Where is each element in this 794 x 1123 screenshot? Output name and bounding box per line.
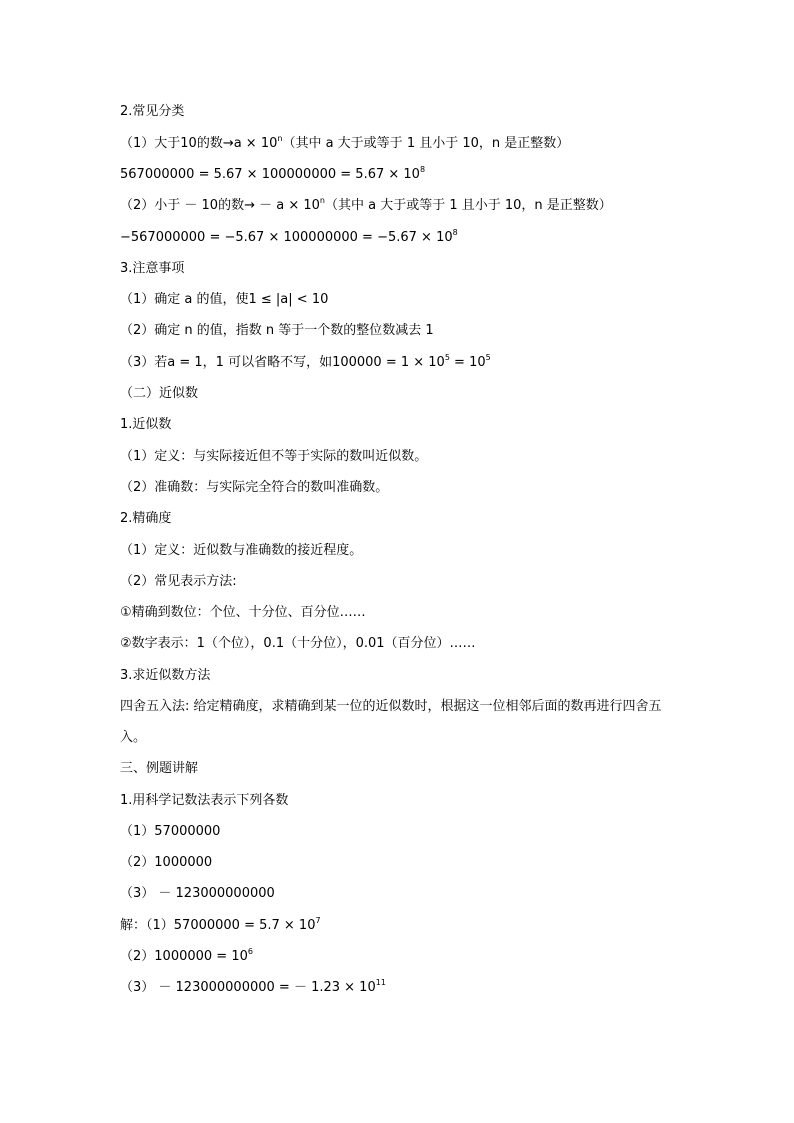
subheading-method: 3.求近似数方法 [120, 668, 211, 683]
note-3: （3）若a = 1，1 可以省略不写，如$100000 = 1 \times 10^5 = 10^5$ [120, 353, 491, 370]
subheading-approximate: 1.近似数 [120, 417, 172, 432]
section-heading-approximate-numbers: （二）近似数 [120, 386, 199, 401]
example-negative: $-567000000 = -5.67 \times 100000000 = -5.67 \times 10^8$ [120, 228, 458, 245]
definition-exact: （2）准确数：与实际完全符合的数叫准确数。 [120, 480, 389, 495]
note-2: （2）确定 n 的值，指数 n 等于一个数的整位数减去 1 [120, 323, 434, 338]
solution-1: 解：$(1)57000000 = 5.7 \times 10^7$ [120, 916, 321, 933]
example-item-3: （3） － 123000000000 [120, 886, 275, 901]
subheading-precision: 2.精确度 [120, 511, 172, 526]
rule-less-than-negative-ten: （2）小于 － 10的数→ － $a \times 10^n$（其中 a 大于或等于 1 且小于 10，n 是正整数） [120, 196, 612, 213]
example-item-1: （1）57000000 [120, 824, 221, 839]
section-heading-common-classification: 2.常见分类 [120, 104, 185, 119]
rule-greater-than-ten: （1）大于10的数$\to a \times 10^n$（其中 a 大于或等于 1 且小于 10，n 是正整数） [120, 134, 570, 151]
example-question: 1.用科学记数法表示下列各数 [120, 793, 289, 808]
rounding-method-paragraph: 四舍五入法: 给定精确度，求精确到某一位的近似数时，根据这一位相邻后面的数再进行四舍五入。 [120, 699, 662, 745]
representation-digit-place: ①精确到数位：个位、十分位、百分位…… [120, 605, 366, 620]
example-positive: $567000000 = 5.67 \times 100000000 = 5.67 \times 10^8$ [120, 165, 426, 182]
definition-approximate: （1）定义：与实际接近但不等于实际的数叫近似数。 [120, 449, 428, 464]
solution-3: （3） － 123000000000 = － $1.23 \times 10^{11}$ [120, 978, 386, 995]
common-representation: （2）常见表示方法: [120, 574, 237, 589]
definition-precision: （1）定义：近似数与准确数的接近程度。 [120, 543, 363, 558]
section-heading-notes: 3.注意事项 [120, 261, 185, 276]
representation-numeric: ②数字表示：1（个位），0.1（十分位），0.01（百分位）…… [120, 636, 476, 651]
solution-2: $(2)1000000 = 10^6$ [120, 947, 253, 964]
section-heading-examples: 三、例题讲解 [120, 761, 199, 776]
note-1: （1）确定 a 的值，使1 ≤ |a| < 10 [120, 292, 329, 307]
example-item-2: （2）1000000 [120, 855, 213, 870]
